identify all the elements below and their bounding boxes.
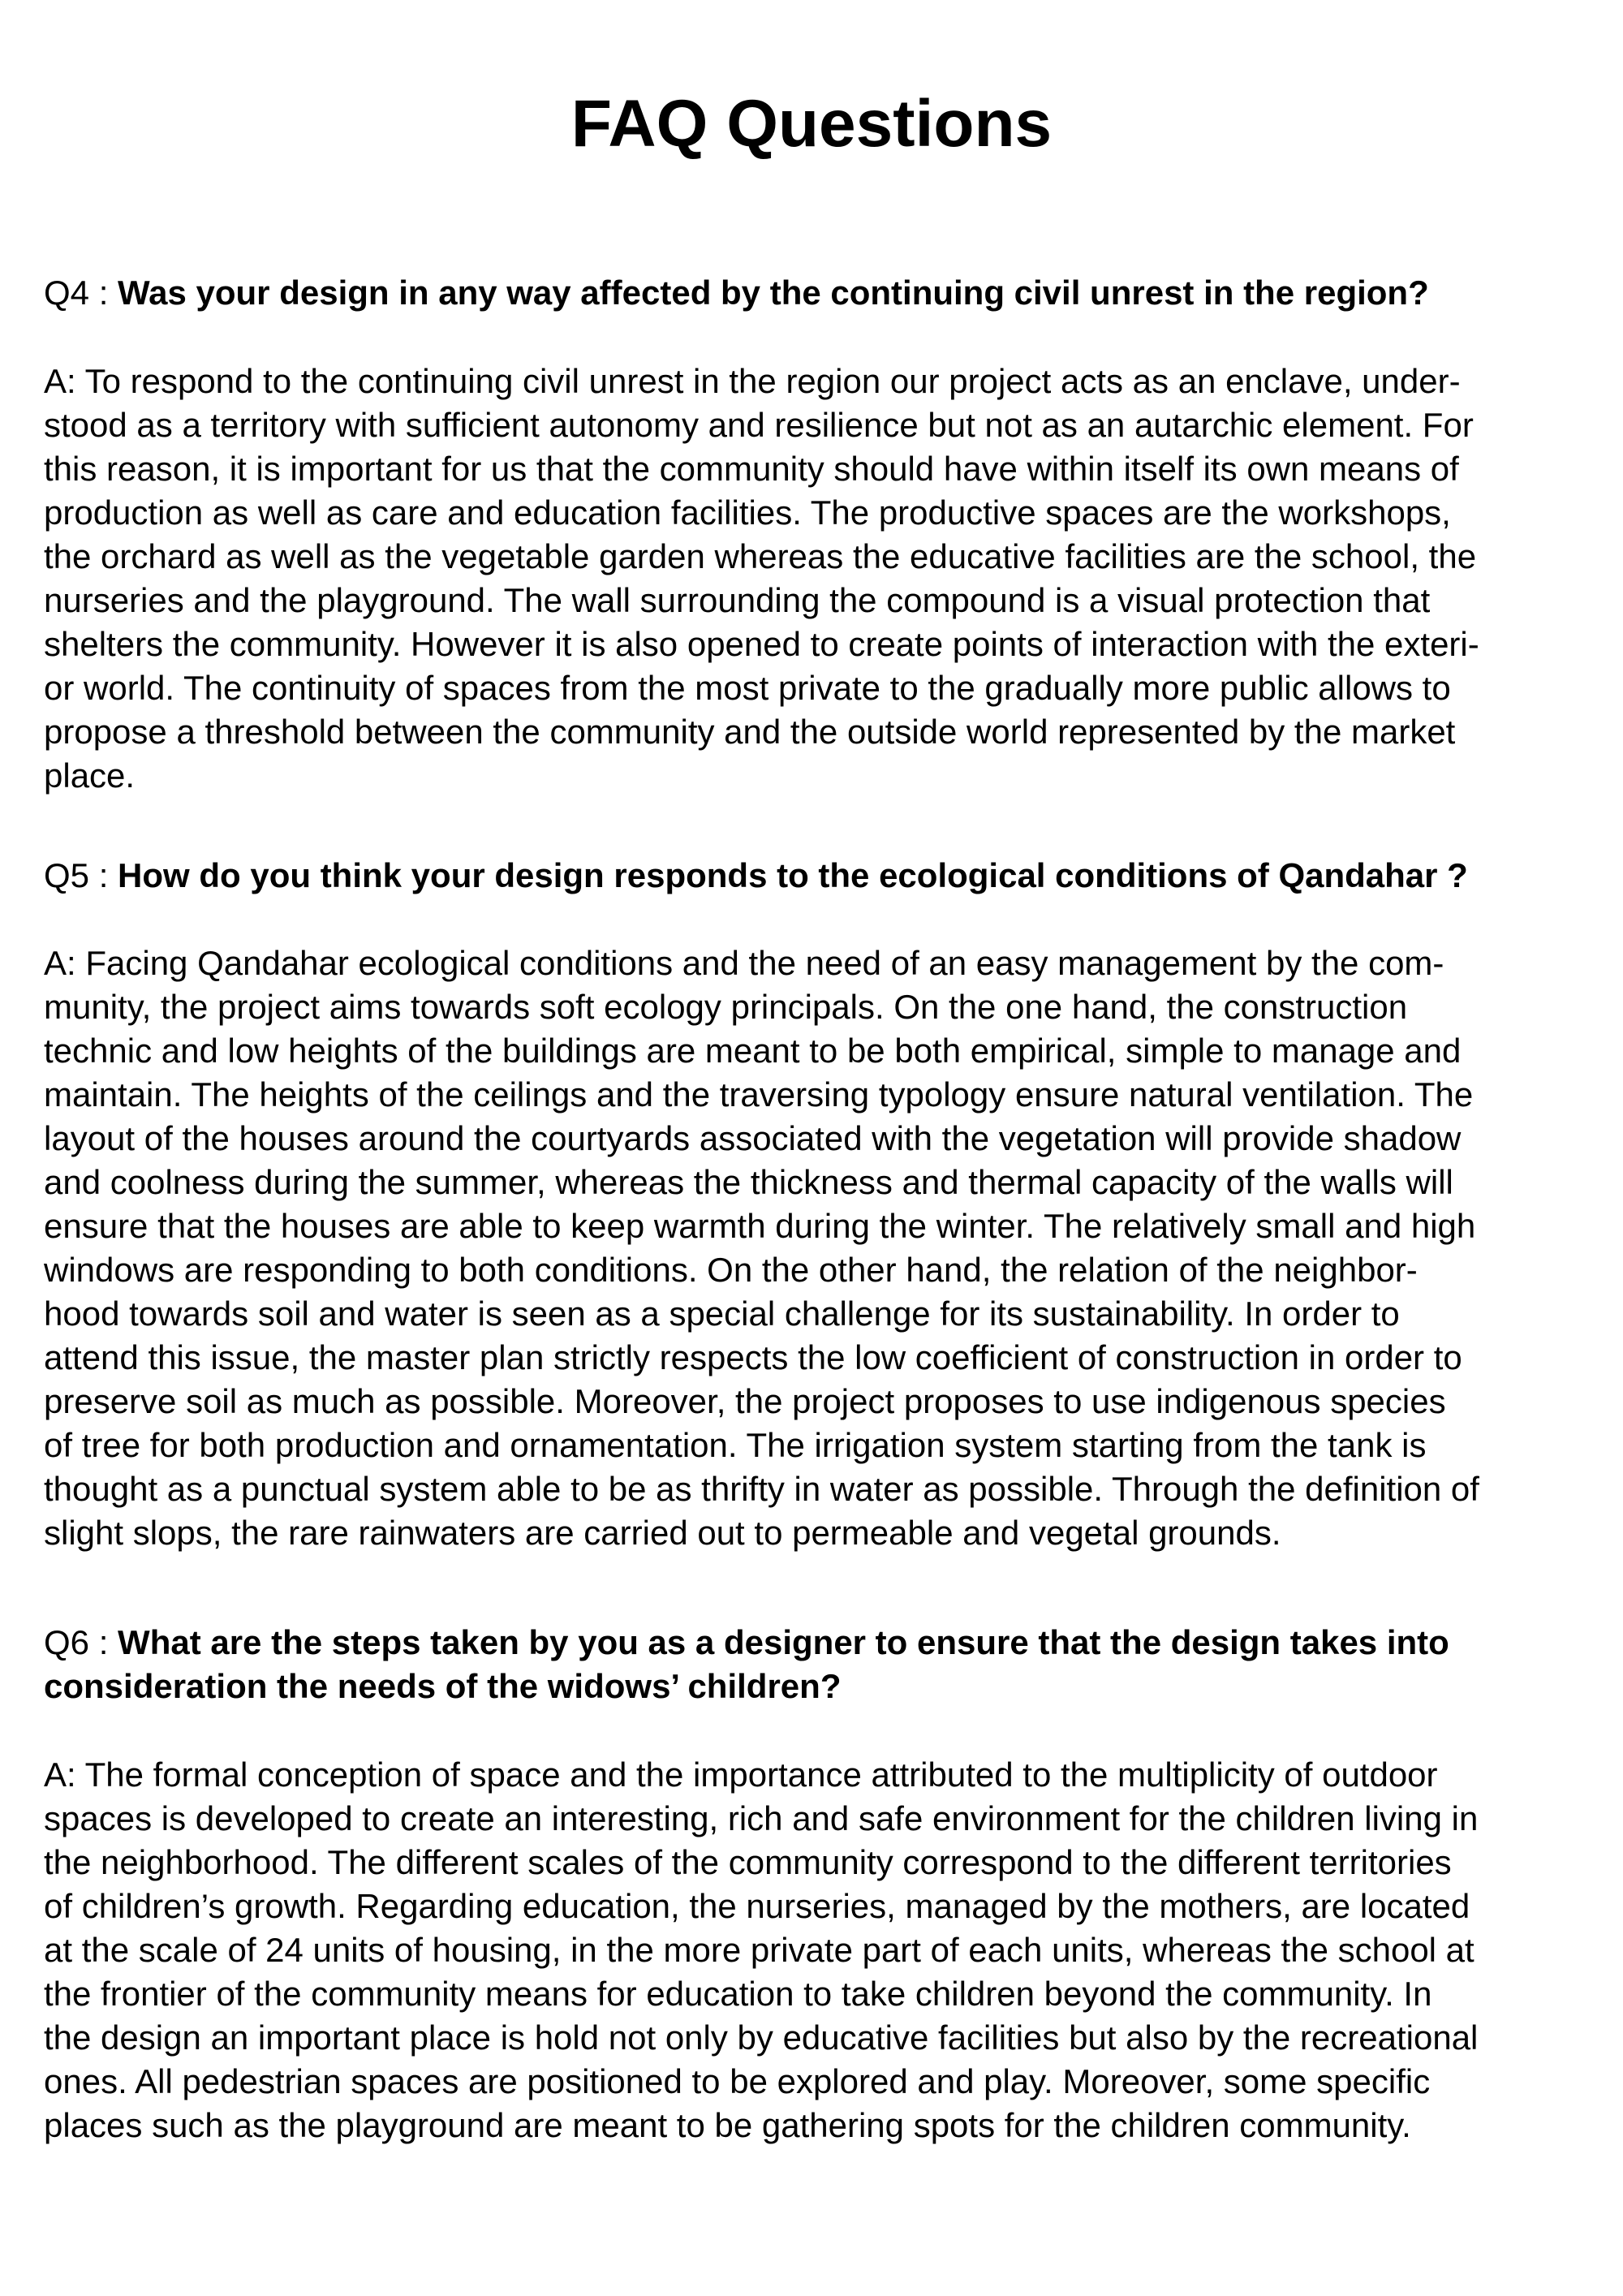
faq-answer-q4: A: To respond to the continuing civil unrest in the region our project acts as an enclave, under- stood as a territory with sufficient autonomy and resilience but not as an autarchic element. For this reason, it is important for us that the community should have within itself its own means of production as well as care and education facilities. The productive spaces are the workshops, the orchard as well as the vegetable garden whereas the educative facilities are the school, the nurseries and the playground. The wall surrounding the compound is a visual protection that shelters the community. However it is also opened to create points of interaction with the exteri- or world. The continuity of spaces from the most private to the gradually more public allows to propose a threshold between the community and the outside world represented by the market place. [44, 362, 1479, 795]
question-text: What are the steps taken by you as a designer to ensure that the design takes into consideration the needs of the widows’ children? [44, 1623, 1449, 1705]
question-label: Q4 : [44, 274, 118, 312]
faq-answer-q6: A: The formal conception of space and the importance attributed to the multiplicity of outdoor spaces is developed to create an interesting, rich and safe environment for the children living in the neighborhood. The different scales of the community correspond to the different territories of children’s growth. Regarding education, the nurseries, managed by the mothers, are located at the scale of 24 units of housing, in the more private part of each units, whereas the school at the frontier of the community means for education to take children beyond the community. In the design an important place is hold not only by educative facilities but also by the recreational ones. All pedestrian spaces are positioned to be explored and play. Moreover, some specific places such as the playground are meant to be gathering spots for the children community. [44, 1755, 1479, 2144]
faq-answer-q5: A: Facing Qandahar ecological conditions and the need of an easy management by the com- munity, the project aims towards soft ecology principals. On the one hand, the construction technic and low heights of the buildings are meant to be both empirical, simple to manage and maintain. The heights of the ceilings and the traversing typology ensure natural ventilation. The layout of the houses around the courtyards associated with the vegetation will provide shadow and coolness during the summer, whereas the thickness and thermal capacity of the walls will ensure that the houses are able to keep warmth during the winter. The relatively small and high windows are responding to both conditions. On the other hand, the relation of the neighbor- hood towards soil and water is seen as a special challenge for its sustainability. In order to attend this issue, the master plan strictly respects the low coefficient of construction in order to preserve soil as much as possible. Moreover, the project proposes to use indigenous species of tree for both production and ornamentation. The irrigation system starting from the tank is thought as a punctual system able to be as thrifty in water as possible. Through the definition of slight slops, the rare rainwaters are carried out to permeable and vegetal grounds. [44, 944, 1479, 1552]
faq-question-q6 [44, 1621, 1586, 1708]
faq-question-q5 [44, 854, 1586, 898]
question-text: Was your design in any way affected by the continuing civil unrest in the region? [118, 274, 1429, 312]
question-text: How do you think your design responds to the ecological conditions of Qandahar ? [118, 856, 1468, 894]
faq-question-q4 [44, 271, 1586, 315]
question-label: Q5 : [44, 856, 118, 894]
page-title: FAQ Questions [570, 87, 1053, 161]
question-label: Q6 : [44, 1623, 118, 1661]
